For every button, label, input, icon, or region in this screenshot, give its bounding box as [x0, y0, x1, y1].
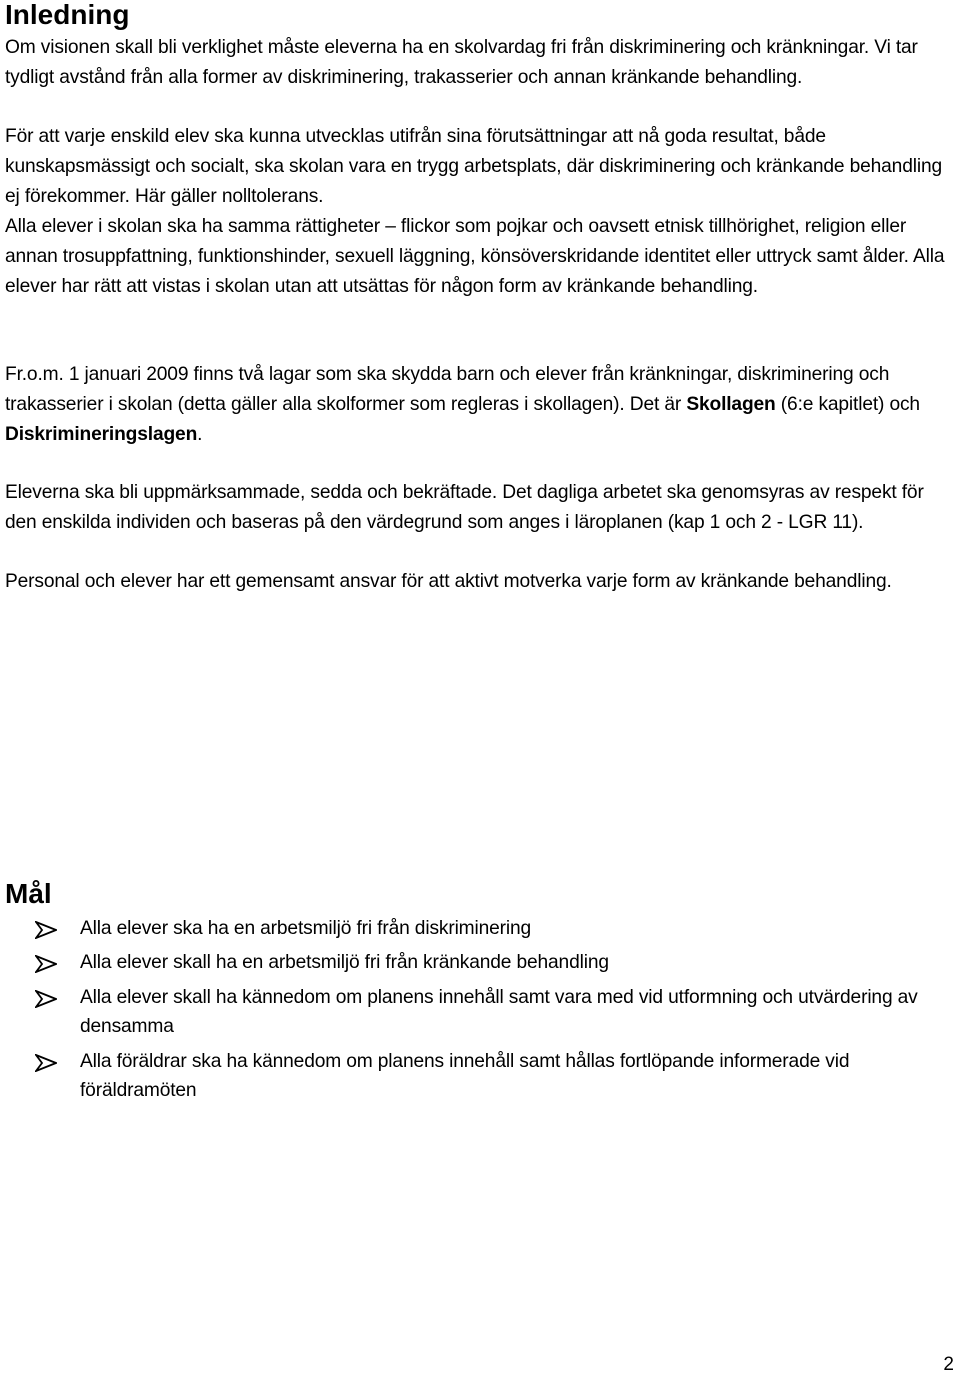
goal-item: [5, 1047, 955, 1107]
intro-paragraph-5: Eleverna ska bli uppmärksammade, sedda och bekräftade. Det dagliga arbetet ska genomsyras av respekt för den enskilda individen och baseras på den värdegrund som anges i läroplanen (kap 1 och 2 - LGR 11).: [5, 482, 924, 533]
goal-item-text: Alla elever ska ha en arbetsmiljö fri från diskriminering: [80, 918, 532, 939]
intro-paragraph-laws: [5, 360, 955, 449]
intro-paragraph-2: För att varje enskild elev ska kunna utvecklas utifrån sina förutsättningar att nå goda resultat, både kunskapsmässigt och socialt, ska skolan vara en trygg arbetsplats, där diskriminering och kränkande behandling ej förekommer. Här gäller nolltolerans.: [5, 126, 942, 207]
laws-text-start: Fr.o.m. 1 januari 2009 finns två lagar som ska skydda barn och elever från kränkningar, diskriminering och trakasserier i skolan (detta gäller alla skolformer som regleras i skollagen). Det är: [5, 364, 890, 415]
arrowhead-bullet-icon: [35, 955, 57, 973]
intro-paragraph-1: Om visionen skall bli verklighet måste eleverna ha en skolvardag fri från diskriminering och kränkningar. Vi tar tydligt avstånd från alla former av diskriminering, trakasserier och annan kränkande behandling.: [5, 37, 918, 88]
goal-item-text: Alla elever skall ha kännedom om planens innehåll samt vara med vid utformning och utvärdering av densamma: [80, 986, 918, 1038]
section-heading-mal: Mål: [5, 878, 52, 909]
page-number: 2: [943, 1354, 954, 1375]
goal-item: [5, 948, 955, 978]
goal-item-text: Alla elever skall ha en arbetsmiljö fri från kränkande behandling: [80, 952, 609, 974]
goal-item-text: Alla föräldrar ska ha kännedom om planens innehåll samt hållas fortlöpande informerade vid föräldramöten: [80, 1050, 850, 1102]
arrowhead-bullet-icon: [35, 990, 57, 1008]
intro-paragraph-3: Alla elever i skolan ska ha samma rättigheter – flickor som pojkar och oavsett etnisk tillhörighet, religion eller annan trosuppfattning, funktionshinder, sexuell läggning, könsöverskridande identitet eller uttryck samt ålder. Alla elever har rätt att vistas i skolan utan att utsättas för någon form av kränkande behandling.: [5, 216, 945, 297]
goal-item: [5, 914, 955, 944]
goal-item: [5, 983, 955, 1043]
arrowhead-bullet-icon: [35, 921, 57, 939]
laws-text-end: .: [197, 423, 203, 445]
intro-paragraph-6: Personal och elever har ett gemensamt ansvar för att aktivt motverka varje form av kränkande behandling.: [5, 571, 892, 592]
law-diskrimineringslagen: Diskrimineringslagen: [5, 423, 198, 445]
laws-text-middle: (6:e kapitlet) och: [775, 393, 920, 415]
goals-list: [5, 914, 955, 1111]
law-skollagen: Skollagen: [686, 393, 776, 415]
section-heading-inledning: Inledning: [5, 0, 130, 30]
arrowhead-bullet-icon: [35, 1054, 57, 1072]
